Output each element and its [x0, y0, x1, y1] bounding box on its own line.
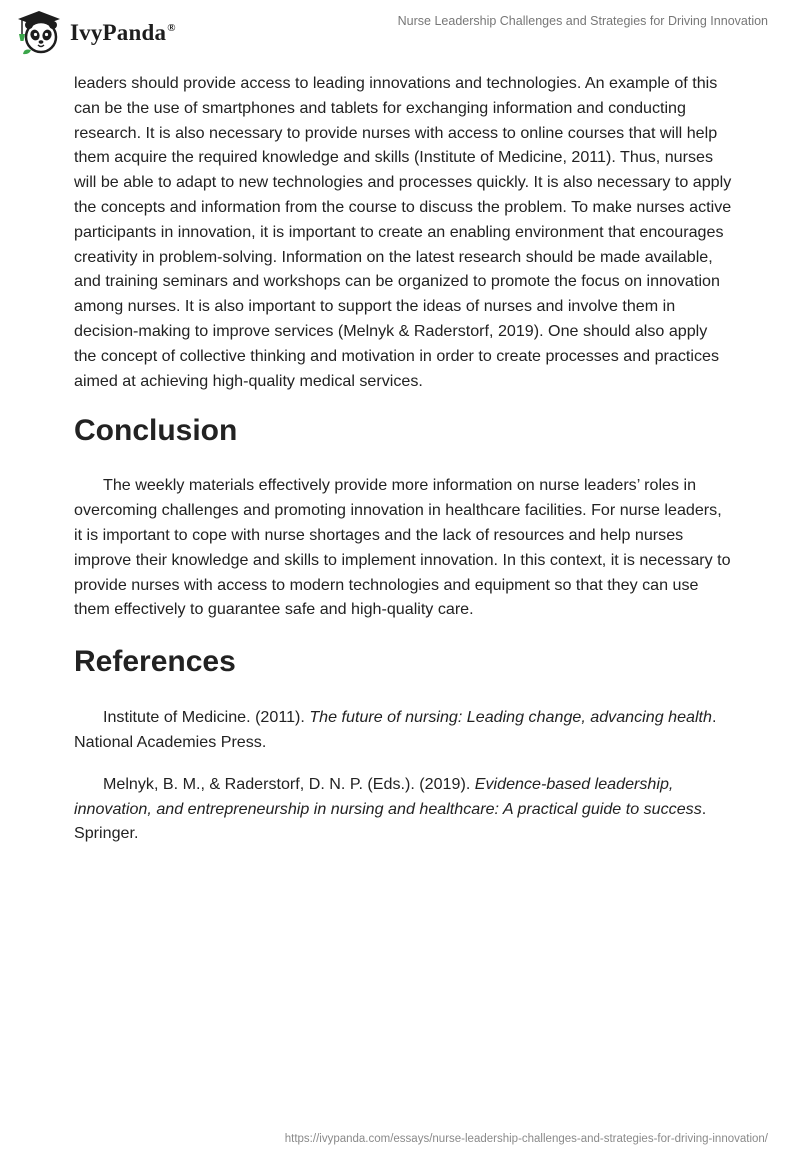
- reference-item: [74, 772, 734, 846]
- page-header: [0, 0, 800, 62]
- essay-content: [74, 71, 734, 846]
- reference-authors: Melnyk, B. M., & Raderstorf, D. N. P. (Eds.). (2019).: [103, 774, 475, 793]
- body-paragraph: leaders should provide access to leading innovations and technologies. An example of this can be the use of smartphones and tablets for exchanging information and conducting research. It is also necessary to provide nurses with access to online courses that will help them acquire the required knowledge and skills (Institute of Medicine, 2011). Thus, nurses will be able to adapt to new technologies and processes quickly. It is also necessary to apply the concepts and information from the course to discuss the problem. To make nurses active participants in innovation, it is important to create an enabling environment that encourages creativity in problem-solving. Information on the latest research should be made available, and training seminars and workshops can be organized to promote the focus on innovation among nurses. It is also important to support the ideas of nurses and involve them in decision-making to improve services (Melnyk & Raderstorf, 2019). One should also apply the concept of collective thinking and motivation in order to create processes and practices aimed at achieving high-quality medical services.: [74, 74, 732, 390]
- reference-publisher: . Springer.: [74, 799, 707, 843]
- reference-title: The future of nursing: Leading change, advancing health: [309, 708, 712, 727]
- references-heading: References: [74, 645, 236, 679]
- reference-authors: Institute of Medicine. (2011).: [103, 708, 310, 727]
- document-title: Nurse Leadership Challenges and Strategies for Driving Innovation: [397, 14, 768, 28]
- ivypanda-logo[interactable]: [14, 8, 176, 56]
- conclusion-heading: Conclusion: [74, 414, 238, 448]
- panda-graduation-cap-icon: [14, 8, 64, 56]
- reference-title: Evidence-based leadership, innovation, and entrepreneurship in nursing and healthcare: A practical guide to success: [74, 774, 702, 818]
- registered-mark: ®: [167, 22, 176, 35]
- source-url-link[interactable]: https://ivypanda.com/essays/nurse-leadership-challenges-and-strategies-for-driving-innovation/: [284, 1133, 768, 1145]
- brand-name: IvyPanda®: [70, 20, 176, 45]
- reference-item: [74, 705, 734, 755]
- conclusion-paragraph: The weekly materials effectively provide more information on nurse leaders’ roles in overcoming challenges and promoting innovation in healthcare facilities. For nurse leaders, it is important to cope with nurse shortages and the lack of resources and help nurses improve their knowledge and skills to implement innovation. In this context, it is necessary to provide nurses with access to modern technologies and equipment so that they can use them effectively to guarantee safe and high-quality care.: [74, 476, 731, 619]
- reference-publisher: . National Academies Press.: [74, 708, 717, 751]
